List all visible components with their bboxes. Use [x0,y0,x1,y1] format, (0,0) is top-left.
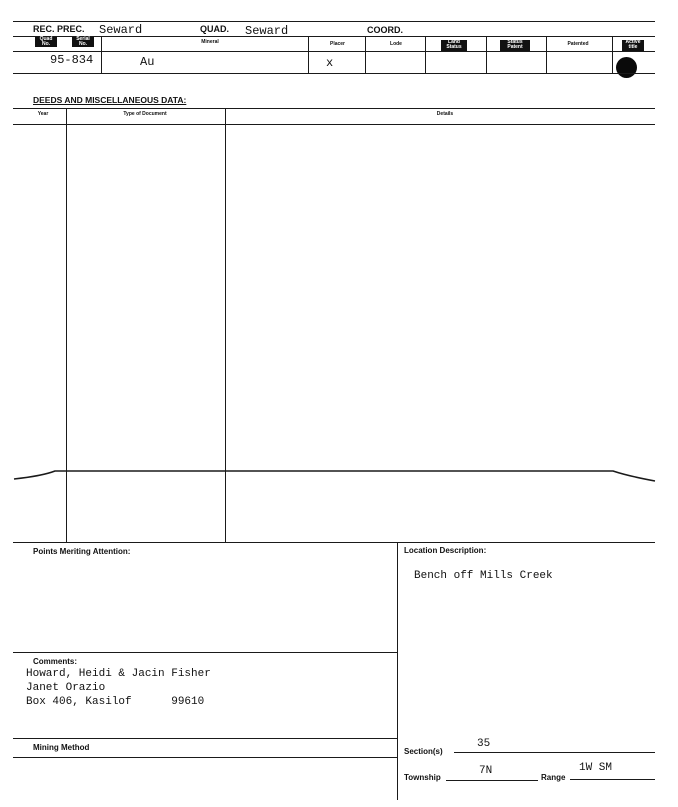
range-label: Range [541,773,566,782]
section-underline [454,752,655,753]
mineral-value: Au [140,55,155,69]
range-underline [570,779,655,780]
township-label: Township [404,773,441,782]
section-value: 35 [477,738,491,750]
comments-line: Janet Orazio [26,682,106,694]
deeds-bottom-rule [13,542,655,543]
rec-prec-value: Seward [99,23,143,37]
claim-number: 95-834 [50,53,94,67]
land-status-header: Land Status [441,40,467,51]
location-description-value: Bench off Mills Creek [414,570,553,582]
top-rule [13,21,655,22]
mining-method-label: Mining Method [33,743,90,752]
row-bottom-rule [13,73,655,74]
row-top-rule [13,51,655,52]
quad-no-header: Quad No. [35,37,57,47]
year-header: Year [37,111,49,117]
township-value: 7N [479,765,493,777]
quad-value: Seward [245,24,289,38]
claim-col-divider-1 [101,36,102,73]
location-description-label: Location Description: [404,546,487,555]
details-header: Details [436,111,454,117]
lower-divider [397,542,398,800]
header-rule [13,36,655,37]
patented-header: Patented [567,41,589,47]
range-value: 1W SM [579,762,613,774]
status-patent-header: Status Patent [500,40,530,51]
quad-label: QUAD. [200,24,229,34]
deeds-title: DEEDS AND MISCELLANEOUS DATA: [33,95,187,105]
claim-col-divider-6 [546,36,547,73]
comments-line: Box 406, Kasilof 99610 [26,696,205,708]
points-meriting-attention-label: Points Meriting Attention: [33,547,131,556]
filled-circle-mark [616,57,637,78]
type-of-document-header: Type of Document [123,111,167,117]
claim-col-divider-4 [425,36,426,73]
mining-method-bottom-rule [13,757,397,758]
claim-col-divider-5 [486,36,487,73]
township-underline [446,780,538,781]
lode-header: Lode [390,41,402,47]
deeds-top-rule [13,108,655,109]
coord-label: COORD. [367,25,403,35]
placer-header: Placer [329,41,345,47]
comments-bottom-rule [13,738,397,739]
claim-col-divider-7 [612,36,613,73]
deeds-header-rule [13,124,655,125]
serial-no-header: Serial No. [72,37,94,47]
placer-mark: x [326,56,334,70]
rec-prec-label: REC. PREC. [33,24,85,34]
mid-page-rule [0,462,678,490]
active-title-header: Active title [622,40,644,51]
comments-line: Howard, Heidi & Jacin Fisher [26,668,211,680]
claim-col-divider-3 [365,36,366,73]
comments-label: Comments: [33,657,78,666]
mineral-header: Mineral [201,39,219,45]
claim-col-divider-2 [308,36,309,73]
section-label: Section(s) [404,747,443,756]
points-bottom-rule [13,652,397,653]
